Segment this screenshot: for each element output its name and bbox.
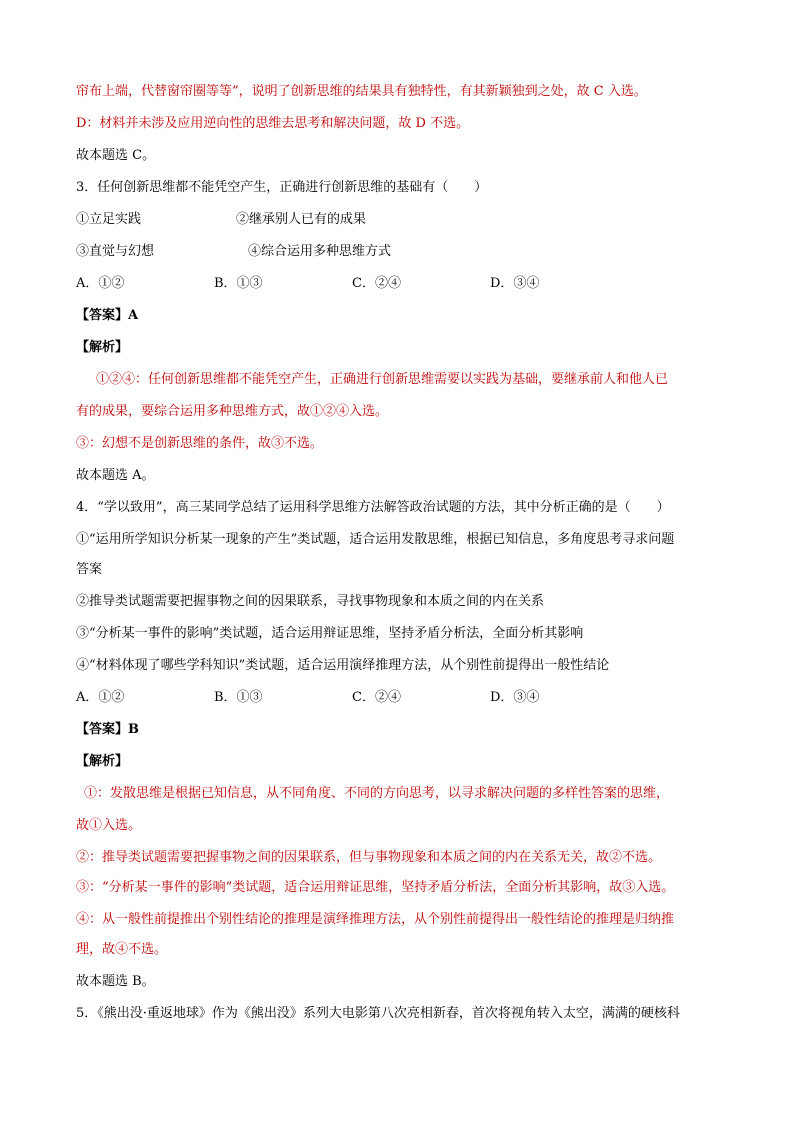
prev-analysis-line: 帘布上端，代替窗帘圈等等”，说明了创新思维的结果具有独特性，有其新颖独到之处，故 C 入选。 xyxy=(76,84,647,99)
q3-conclusion: 故本题选 A。 xyxy=(76,468,155,483)
q4-analysis-line: ②：推导类试题需要把握事物之间的因果联系，但与事物现象和本质之间的内在关系无关，故②不选。 xyxy=(76,850,662,865)
q4-item: ③“分析某一事件的影响”类试题，适合运用辩证思维，坚持矛盾分析法，全面分析其影响 xyxy=(76,626,584,641)
q3-option-d: D．③④ xyxy=(490,276,540,291)
q3-stem: 3．任何创新思维都不能凭空产生，正确进行创新思维的基础有（ ） xyxy=(76,180,488,195)
q3-analysis-line: ③：幻想不是创新思维的条件，故③不选。 xyxy=(76,436,324,451)
q3-option-b: B．①③ xyxy=(214,276,263,291)
q4-conclusion: 故本题选 B。 xyxy=(76,974,155,989)
q4-item: ④“材料体现了哪些学科知识”类试题，适合运用演绎推理方法，从个别性前提得出一般性结论 xyxy=(76,658,610,673)
q4-stem: 4．“学以致用”，高三某同学总结了运用科学思维方法解答政治试题的方法，其中分析正确的是（ ） xyxy=(76,500,670,515)
q4-option-a: A．①② xyxy=(76,690,125,705)
q4-analysis-line: ④：从一般性前提推出个别性结论的推理是演绎推理方法，从个别性前提得出一般性结论的推理是归纳推 xyxy=(76,912,675,927)
q3-analysis-line: ①②④：任何创新思维都不能凭空产生，正确进行创新思维需要以实践为基础，要继承前人和他人已 xyxy=(96,372,669,387)
q4-analysis-line: 故①入选。 xyxy=(76,818,142,833)
q3-item: ①立足实践 xyxy=(76,212,142,227)
q3-options xyxy=(76,274,539,294)
prev-conclusion: 故本题选 C。 xyxy=(76,148,156,163)
q4-options xyxy=(76,688,539,708)
q3-item: ②继承别人已有的成果 xyxy=(236,212,367,227)
q3-analysis-line: 有的成果，要综合运用多种思维方式，故①②④入选。 xyxy=(76,404,389,419)
q3-item: ③直觉与幻想 xyxy=(76,244,155,259)
q3-answer: 【答案】A xyxy=(76,308,139,323)
q4-item: ②推导类试题需要把握事物之间的因果联系，寻找事物现象和本质之间的内在关系 xyxy=(76,594,545,609)
q4-analysis-line: ③：“分析某一事件的影响”类试题，适合运用辩证思维，坚持矛盾分析法，全面分析其影响，故③入选。 xyxy=(76,880,675,895)
q5-stem: 5．《熊出没·重返地球》作为《熊出没》系列大电影第八次亮相新春，首次将视角转入太空，满满的硬核科 xyxy=(76,1006,680,1021)
q4-analysis-line: 理，故④不选。 xyxy=(76,942,168,957)
q4-analysis-label: 【解析】 xyxy=(76,754,129,769)
q3-item-row xyxy=(76,210,366,230)
q4-option-c: C．②④ xyxy=(352,690,401,705)
q4-option-b: B．①③ xyxy=(214,690,263,705)
q3-analysis-label: 【解析】 xyxy=(76,340,129,355)
q4-analysis-line: ①：发散思维是根据已知信息，从不同角度、不同的方向思考，以寻求解决问题的多样性答案的思维， xyxy=(84,786,670,801)
q4-answer: 【答案】B xyxy=(76,722,139,737)
q4-item: 答案 xyxy=(76,562,103,577)
q4-option-d: D．③④ xyxy=(490,690,540,705)
q4-item: ①“运用所学知识分析某一现象的产生”类试题，适合运用发散思维，根据已知信息，多角度思考寻求问题 xyxy=(76,532,675,547)
q3-option-a: A．①② xyxy=(76,276,125,291)
q3-item-row xyxy=(76,242,391,262)
prev-analysis-line: D：材料并未涉及应用逆向性的思维去思考和解决问题，故 D 不选。 xyxy=(76,116,470,131)
q3-item: ④综合运用多种思维方式 xyxy=(248,244,392,259)
q3-option-c: C．②④ xyxy=(352,276,401,291)
